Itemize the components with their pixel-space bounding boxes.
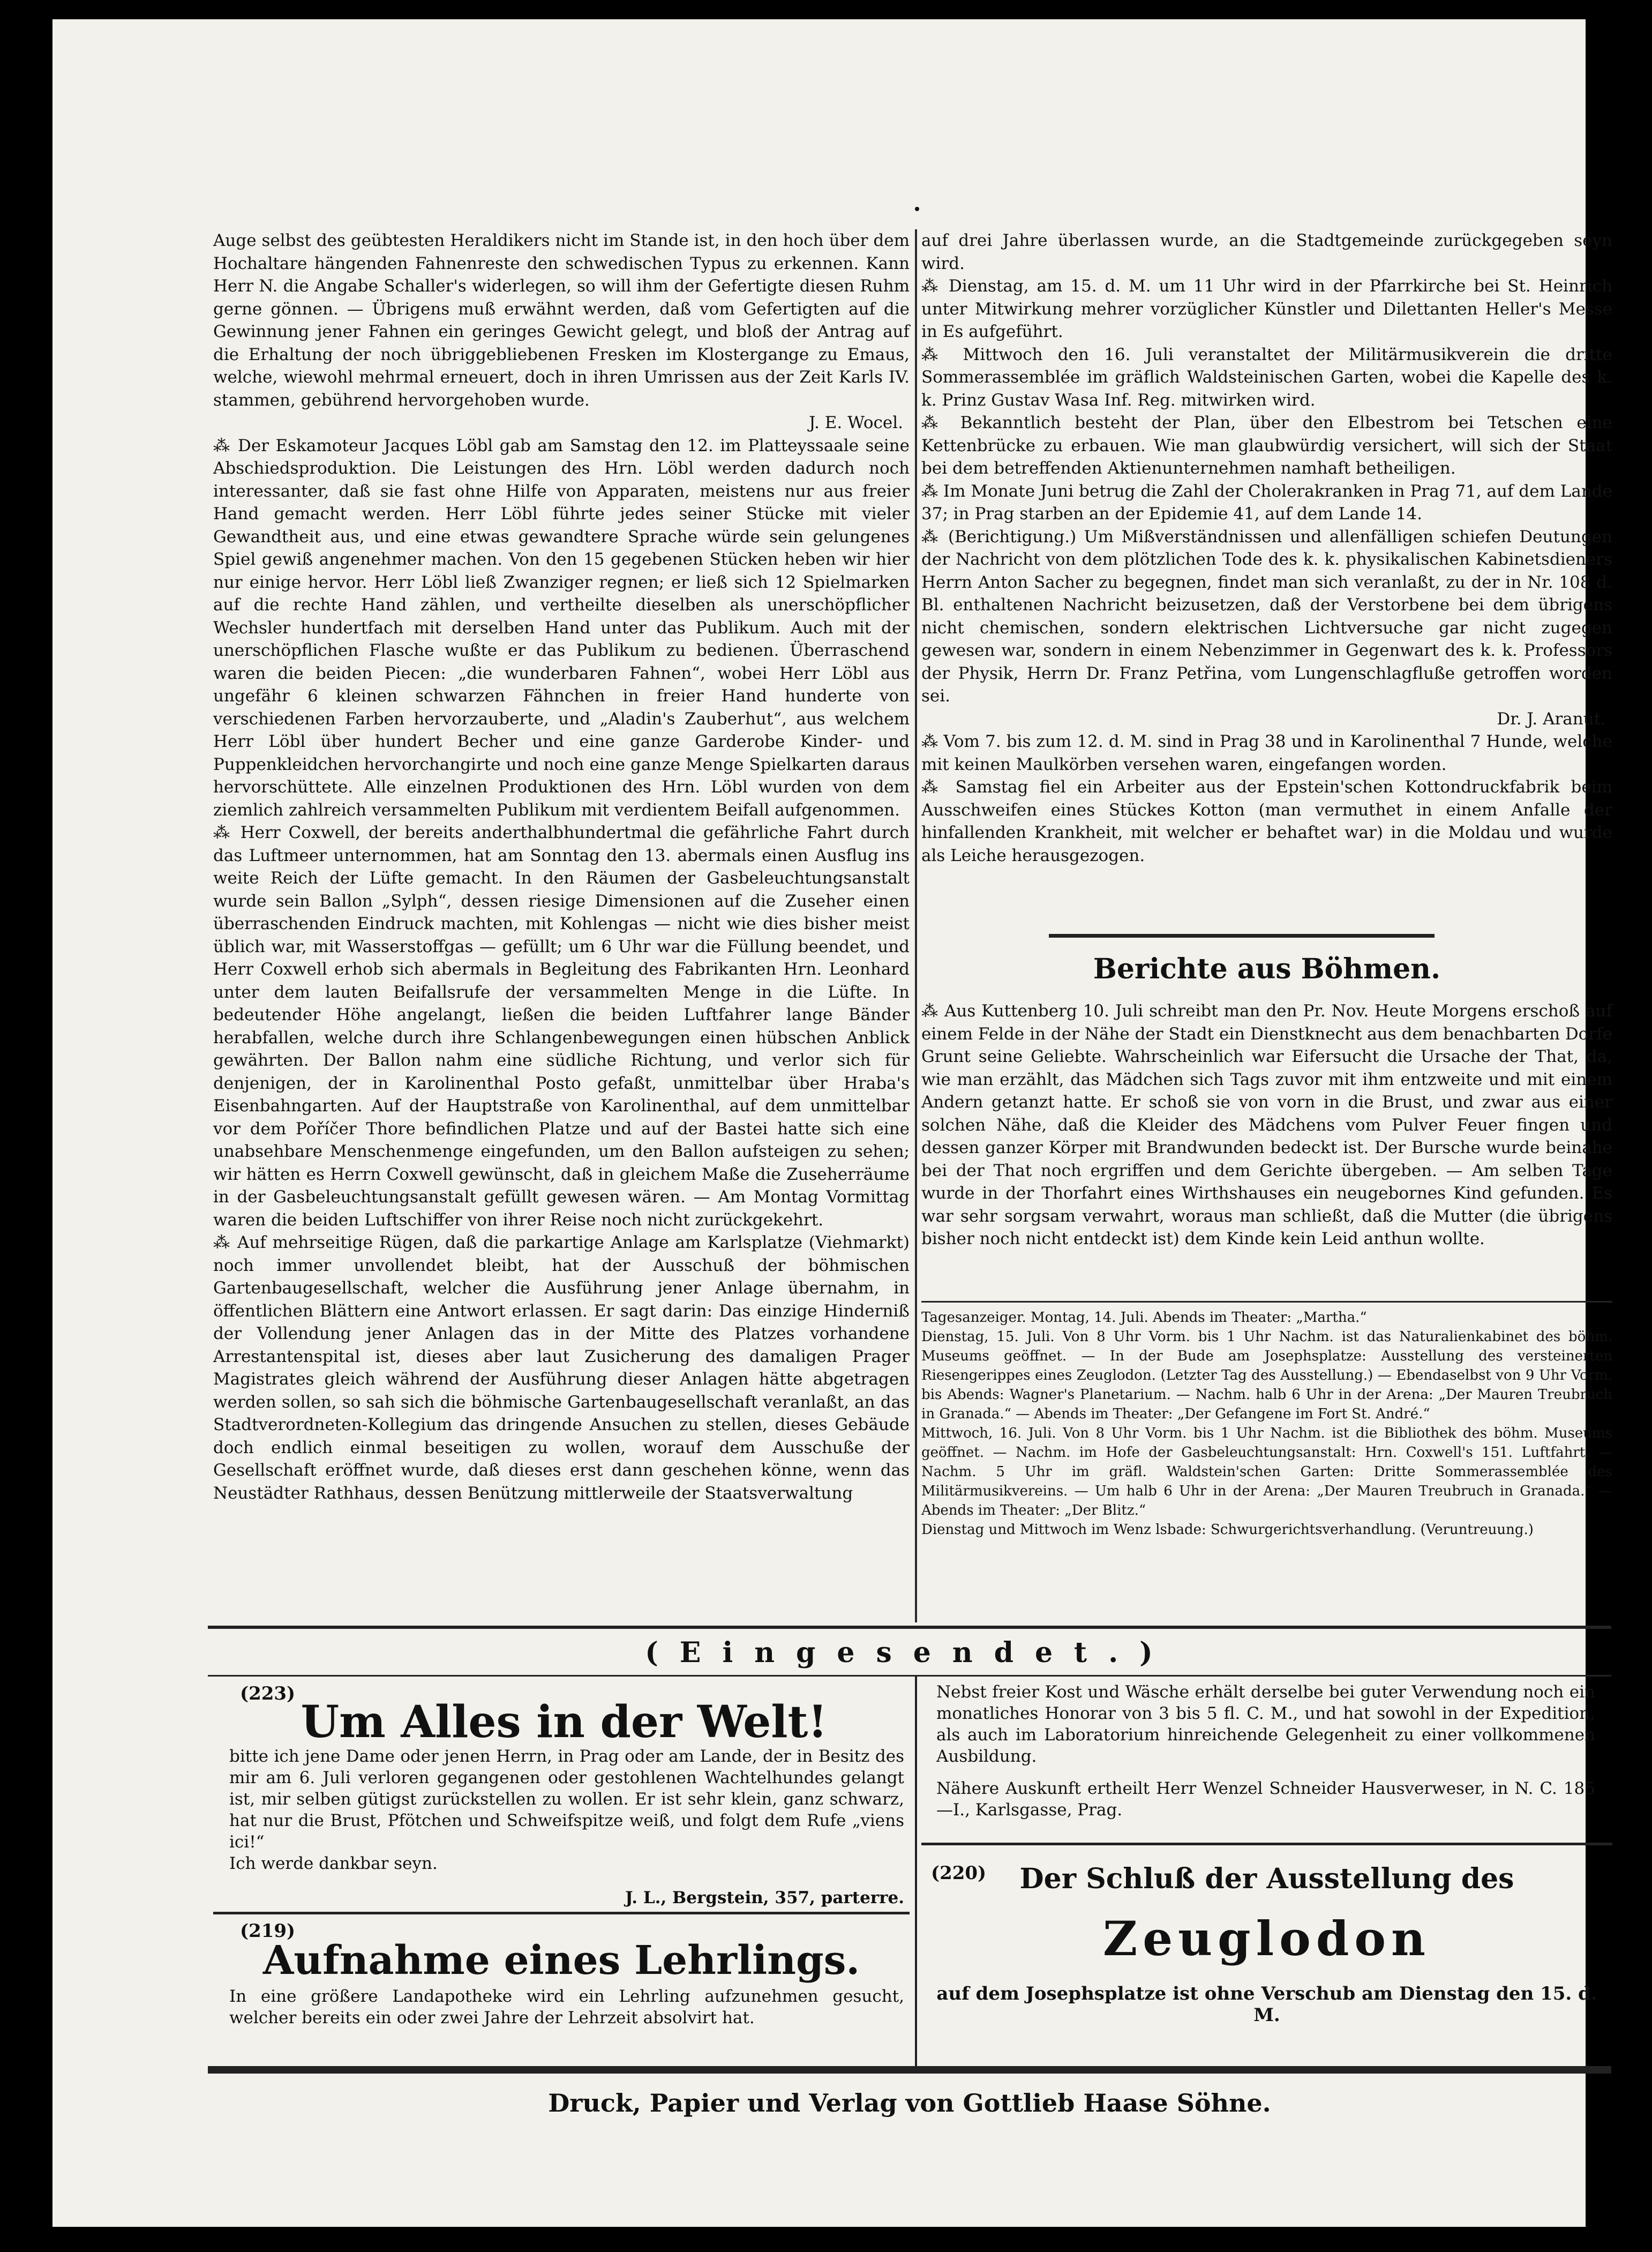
- paragraph-stadtgemeinde: auf drei Jahre überlassen wurde, an die Stadtgemeinde zurückgegeben seyn wird.: [921, 231, 1612, 273]
- paragraph-kuttenberg: ⁂ Aus Kuttenberg 10. Juli schreibt man den Pr. Nov. Heute Morgens erschoß auf einem Felde in der Nähe der Stadt ein Dienstknecht aus dem benachbarten Dorfe Grunt seine Geliebte. Wahrscheinlich war Eifersucht die Ursache der That, da, wie man erzählt, das Mädchen sich Tags zuvor mit ihm entzweite und mit einem Andern getanzt hatte. Er schoß sie von vorn in die Brust, und zwar aus einer solchen Nähe, daß die Kleider des Mädchens vom Pulver Feuer fingen und dessen ganzer Körper mit Brandwunden bedeckt ist. Der Bursche wurde beinahe bei der That noch ergriffen und dem Gerichte übergeben. — Am selben Tage wurde in der Thorfahrt eines Wirthshauses ein neugebornes Kind gefunden. Es war sehr sorgsam verwahrt, woraus man schließt, daß die Mutter (die übrigens bisher noch nicht entdeckt ist) dem Kinde kein Leid anthun wollte.: [921, 1001, 1612, 1248]
- paragraph-berichtigung: ⁂ (Berichtigung.) Um Mißverständnissen und allenfälligen schiefen Deutungen der Nachricht von dem plötzlichen Tode des k. k. physikalischen Kabinetsdieners Herrn Anton Sacher zu begegnen, findet man sich veranlaßt, zu der in Nr. 108 d. Bl. enthaltenen Nachricht beizusetzen, daß der Verstorbene bei dem übrigens nicht chemischen, sondern elektrischen Lichtversuche gar nicht zugegen gewesen war, sondern in einem Nebenzimmer in Gegenwart des k. k. Professors der Physik, Herrn Dr. Franz Petřina, vom Lungenschlagfluße getroffen worden sei.: [921, 527, 1612, 706]
- tagesanzeiger-tuesday: Dienstag, 15. Juli. Von 8 Uhr Vorm. bis 1 Uhr Nachm. ist das Naturalienkabinet des böhm. Museums geöffnet. — In der Bude am Josephsplatze: Ausstellung des versteinerten Riesengerippes eines Zeuglodon. (Letzter Tag des Ausstellung.) — Ebendaselbst von 9 Uhr Vorm. bis Abends: Wagner's Planetarium. — Nachm. halb 6 Uhr in der Arena: „Der Mauren Treubruch in Granada.“ — Abends im Theater: „Der Gefangene im Fort St. André.“: [921, 1329, 1612, 1422]
- signature-aranut: Dr. J. Aranut.: [1497, 709, 1606, 729]
- paragraph-karlsplatz: ⁂ Auf mehrseitige Rügen, daß die parkartige Anlage am Karlsplatze (Viehmarkt) noch immer unvollendet bleibt, hat der Ausschuß der böhmischen Gartenbaugesellschaft, welcher die Ausführung jener Anlage übernahm, in öffentlichen Blättern eine Antwort erlassen. Er sagt darin: Das einzige Hinderniß der Vollendung jener Anlagen das in der Mitte des Platzes vorhandene Arrestantenspital ist, dieses aber laut Zusicherung des damaligen Prager Magistrates gleich während der Ausführung dieser Anlagen hätte abgetragen werden sollen, so sah sich die böhmische Gartenbaugesellschaft veranlaßt, an das Stadtverordneten-Kollegium das dringende Ansuchen zu stellen, dieses Gebäude doch endlich einmal beseitigen zu wollen, worauf dem Ausschuße der Gesellschaft eröffnet wurde, daß dieses erst dann geschehen könne, wenn das Neustädter Rathhaus, dessen Benützung mittlerweile der Staatsverwaltung: [213, 1233, 910, 1503]
- right-column: [921, 229, 1612, 921]
- tagesanzeiger-wednesday: Mittwoch, 16. Juli. Von 8 Uhr Vorm. bis 1 Uhr Nachm. ist die Bibliothek des böhm. Museums geöffnet. — Nachm. im Hofe der Gasbeleuchtungsanstalt: Hrn. Coxwell's 151. Luftfahrt. — Nachm. 5 Uhr im gräfl. Waldstein'schen Garten: Dritte Sommerassemblée des Militärmusikvereins. — Um halb 6 Uhr in der Arena: „Der Mauren Treubruch in Granada.“ — Abends im Theater: „Der Blitz.“: [921, 1425, 1612, 1518]
- ad-apprentice-contact: Nähere Auskunft ertheilt Herr Wenzel Schneider Hausverweser, in N. C. 185—I., Karlsgasse, Prag.: [936, 1779, 1595, 1820]
- signature-wocel: J. E. Wocel.: [809, 413, 903, 432]
- paragraph-militaermusik: ⁂ Mittwoch den 16. Juli veranstaltet der Militärmusikverein die dritte Sommerassemblée im gräflich Waldsteinischen Garten, wobei die Kapelle des k. k. Prinz Gustav Wasa Inf. Reg. mitwirken wird.: [921, 345, 1612, 410]
- paragraph-cholera: ⁂ Im Monate Juni betrug die Zahl der Cholerakranken in Prag 71, auf dem Lande 37; in Prag starben an der Epidemie 41, auf dem Lande 14.: [921, 481, 1612, 523]
- paragraph-moldau: ⁂ Samstag fiel ein Arbeiter aus der Epstein'schen Kottondruckfabrik beim Ausschweifen eines Stückes Kotton (man vermuthet in einem Anfalle der hinfallenden Krankheit, mit welcher er behaftet war) in die Moldau und wurde als Leiche herausgezogen.: [921, 777, 1612, 865]
- boehmen-report: [921, 1000, 1612, 1284]
- ads-top-rule: [208, 1626, 1611, 1629]
- paragraph-loebl: ⁂ Der Eskamoteur Jacques Löbl gab am Samstag den 12. im Platteyssaale seine Abschiedsproduktion. Die Leistungen des Hrn. Löbl werden dadurch noch interessanter, daß sie fast ohne Hilfe von Apparaten, meistens nur aus freier Hand gemacht werden. Herr Löbl führte jedes seiner Stücke mit vieler Gewandtheit aus, und eine etwas gewandtere Sprache würde sein gelungenes Spiel gewiß angenehmer machen. Von den 15 gegebenen Stücken heben wir hier nur einige hervor. Herr Löbl ließ Zwanziger regnen; er ließ sich 12 Spielmarken auf die rechte Hand zählen, und vertheilte dieselben als unerschöpflicher Wechsler hundertfach mit derselben Hand unter das Publikum. Auch mit der unerschöpflichen Flasche wußte er das Publikum zu bedienen. Überraschend waren die beiden Piecen: „die wunderbaren Fahnen“, wobei Herr Löbl aus ungefähr 6 kleinen schwarzen Fähnchen in freier Hand hunderte von verschiedenen Farben hervorzauberte, und „Aladin's Zauberhut“, aus welchem Herr Löbl über hundert Becher und eine ganze Garderobe Kinder- und Puppenkleidchen hervorchangirte und noch eine ganze Menge Spielkarten daraus hervorschüttete. Alle einzelnen Produktionen des Hrn. Löbl wurden von dem ziemlich zahlreich versammelten Publikum mit verdientem Beifall aufgenommen.: [213, 436, 910, 820]
- ad-219-body: [229, 1986, 904, 2029]
- ad-223-thanks: Ich werde dankbar seyn.: [229, 1854, 438, 1873]
- ad-223-signature: J. L., Bergstein, 357, parterre.: [625, 1888, 904, 1907]
- ad-219-number: (219): [240, 1920, 296, 1942]
- section-separator: [1049, 934, 1435, 938]
- ads-divider: [915, 1675, 917, 2066]
- column-divider: [915, 229, 917, 1622]
- eingesendet-heading: (Eingesendet.): [645, 1636, 1174, 1669]
- ad-220-body: auf dem Josephsplatze ist ohne Verschub am Dienstag den 15. d. M.: [936, 1983, 1597, 2026]
- newspaper-page: [52, 19, 1612, 2227]
- imprint-footer: Druck, Papier und Verlag von Gottlieb Haase Söhne.: [548, 2089, 1271, 2118]
- ad-apprentice-body: Nebst freier Kost und Wäsche erhält derselbe bei guter Verwendung noch ein monatliches Honorar von 3 bis 5 fl. C. M., und hat sowohl in der Expedition, als auch im Laboratorium hinreichende Gelegenheit zu einer vollkommenen Ausbildung.: [936, 1682, 1595, 1766]
- ad-220-title-line2: Zeuglodon: [1102, 1911, 1431, 1966]
- tagesanzeiger-monday: Tagesanzeiger. Montag, 14. Juli. Abends im Theater: „Martha.“: [921, 1310, 1367, 1326]
- paragraph-messe: ⁂ Dienstag, am 15. d. M. um 11 Uhr wird in der Pfarrkirche bei St. Heinrich unter Mitwirkung mehrer vorzüglicher Künstler und Dilettanten Heller's Messe in Es aufgeführt.: [921, 276, 1612, 341]
- ad-right-rule: [921, 1843, 1612, 1845]
- section-title-boehmen: Berichte aus Böhmen.: [1093, 953, 1441, 985]
- ad-219-text: In eine größere Landapotheke wird ein Lehrling aufzunehmen gesucht, welcher bereits ein oder zwei Jahre der Lehrzeit absolvirt hat.: [229, 1987, 904, 2027]
- tagesanzeiger: [921, 1308, 1612, 1608]
- page-mark: [915, 207, 919, 211]
- footer-thick-rule: [208, 2066, 1611, 2074]
- paragraph-coxwell: ⁂ Herr Coxwell, der bereits anderthalbhundertmal die gefährliche Fahrt durch das Luftmeer unternommen, hat am Sonntag den 13. abermals einen Ausflug ins weite Reich der Lüfte gemacht. In den Räumen der Gasbeleuchtungsanstalt wurde sein Ballon „Sylph“, dessen riesige Dimensionen auf die Zuseher einen überraschenden Eindruck machten, mit Kohlengas — nicht wie dies bisher meist üblich war, mit Wasserstoffgas — gefüllt; um 6 Uhr war die Füllung beendet, und Herr Coxwell erhob sich abermals in Begleitung des Fabrikanten Hrn. Leonhard unter dem lauten Beifallsrufe der versammelten Menge in die Lüfte. In bedeutender Höhe angelangt, ließen die beiden Luftfahrer lange Bänder herabfallen, welche durch ihre Schlangenbewegungen einen hübschen Anblick gewährten. Der Ballon nahm eine südliche Richtung, und verlor sich für denjenigen, der in Karolinenthal Posto gefaßt, unmittelbar über Hraba's Eisenbahngarten. Auf der Hauptstraße von Karolinenthal, auf dem unmittelbar vor dem Poříčer Thore befindlichen Platze und auf der Bastei hatte sich eine unabsehbare Menschenmenge eingefunden, um den Ballon aufsteigen zu sehen; wir hätten es Herrn Coxwell gewünscht, daß in gleichem Maße die Zuseherräume in der Gasbeleuchtungsanstalt gefüllt gewesen wären. — Am Montag Vormittag waren die beiden Luftschiffer von ihrer Reise noch nicht zurückgekehrt.: [213, 823, 910, 1230]
- left-column: [213, 229, 910, 1622]
- ads-heading-rule: [208, 1675, 1611, 1677]
- ad-223-title: Um Alles in der Welt!: [301, 1696, 828, 1748]
- paragraph-hunde: ⁂ Vom 7. bis zum 12. d. M. sind in Prag 38 und in Karolinenthal 7 Hunde, welche mit keinen Maulkörben versehen waren, eingefangen worden.: [921, 732, 1612, 774]
- paragraph-kettenbruecke: ⁂ Bekanntlich besteht der Plan, über den Elbestrom bei Tetschen eine Kettenbrücke zu erbauen. Wie man glaubwürdig versichert, will sich der Staat bei dem betreffenden Aktienunternehmen namhaft betheiligen.: [921, 413, 1612, 478]
- ad-apprentice-terms: [936, 1681, 1595, 1821]
- ad-219-title: Aufnahme eines Lehrlings.: [262, 1937, 860, 1984]
- ad-223-number: (223): [240, 1683, 296, 1704]
- ad-220-title-line1: Der Schluß der Ausstellung des: [1019, 1862, 1514, 1895]
- paragraph-heraldik: Auge selbst des geübtesten Heraldikers nicht im Stande ist, in den hoch über dem Hochaltare hängenden Fahnenreste den schwedischen Typus zu erkennen. Kann Herr N. die Angabe Schaller's widerlegen, so will ihm der Gefertigte diesen Ruhm gerne gönnen. — Übrigens muß erwähnt werden, daß vom Gefertigten auf die Gewinnung jener Fahnen ein geringes Gewicht gelegt, und bloß der Antrag auf die Erhaltung der noch übriggebliebenen Fresken im Klostergange zu Emaus, welche, wiewohl mehrmal erneuert, doch in ihren Umrissen aus der Zeit Karls IV. stammen, gebührend hervorgehoben wurde.: [213, 231, 910, 410]
- ad-223-body: [229, 1746, 904, 1909]
- ad-223-text: bitte ich jene Dame oder jenen Herrn, in Prag oder am Lande, der in Besitz des mir am 6. Juli verloren gegangenen oder gestohlenen Wachtelhundes gelangt ist, mir selben gütigst zurückstellen zu wollen. Er ist sehr klein, ganz schwarz, hat nur die Brust, Pfötchen und Schweifspitze weiß, und folgt dem Rufe „viens ici!“: [229, 1747, 904, 1852]
- ad-left-rule: [213, 1912, 910, 1914]
- tagesanzeiger-note: Dienstag und Mittwoch im Wenz lsbade: Schwurgerichtsverhandlung. (Veruntreuung.): [921, 1522, 1534, 1538]
- ad-220-number: (220): [931, 1862, 987, 1884]
- tagesanzeiger-rule: [921, 1301, 1612, 1303]
